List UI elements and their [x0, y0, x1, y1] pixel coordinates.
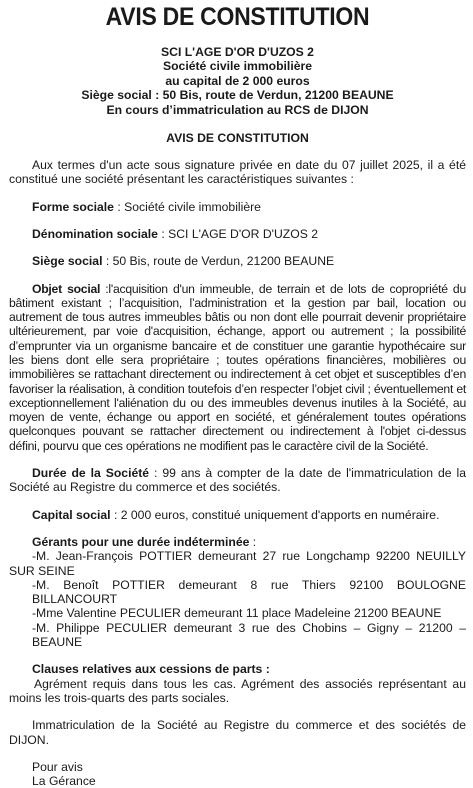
capital-social	[9, 508, 466, 522]
siege-value: : 50 Bis, route de Verdun, 21200 BEAUNE	[102, 254, 335, 269]
objet-label: Objet social	[32, 281, 101, 296]
clauses-label: Clauses relatives aux cessions de parts :	[32, 662, 270, 677]
objet-value: :l'acquisition d'un immeuble, de terrain et de lots de copropriété du bâtiment existant ; l’acquisition, l’administration et la gestion par bail, location ou autrement de tous autres immeubles bâtis ou non dont elle pourrait devenir propriétaire ultérieurement, par voie d'acquisition, échange, apport ou autrement ; la possibilité d’emprunter via un organisme bancaire et de constituer une garantie hypothécaire sur les biens dont elle sera propriétaire ; toutes opérations financières, mobilières ou immobilières se rattachant directement ou indirectement à cet objet et susceptibles d’en favoriser la réalisation, à condition toutefois d’en respecter l’objet civil ; éventuellement et exceptionnellement l'aliénation du ou des immeubles devenus inutiles à la Société, au moyen de vente, échange ou apport en société, et généralement toutes opérations quelconques pouvant se rattacher directement ou indirectement à l'objet ci-dessus défini, pourvu que ces opérations ne modifient pas le caractère civil de la Société.	[9, 281, 466, 453]
siege-label: Siège social	[32, 254, 103, 269]
closing	[9, 760, 466, 788]
capital-label: Capital social	[32, 507, 111, 522]
siege-social	[9, 254, 466, 268]
clauses-section	[9, 662, 466, 705]
gerant-item: -M. Benoît POTTIER demeurant 8 rue Thiers 92100 BOULOGNE BILLANCOURT	[32, 577, 466, 607]
duree-societe	[9, 466, 466, 495]
denomination-sociale	[9, 227, 466, 241]
closing-line: Pour avis	[32, 759, 83, 774]
notice-title: AVIS DE CONSTITUTION	[105, 3, 370, 31]
immatriculation-paragraph: Immatriculation de la Société au Registre du commerce et des sociétés de DIJON.	[9, 718, 466, 747]
company-name: SCI L'AGE D'OR D'UZOS 2	[161, 45, 314, 59]
denomination-label: Dénomination sociale	[32, 226, 158, 241]
clauses-value: Agrément requis dans tous les cas. Agrément des associés représentant au moins les trois-quarts des parts sociales.	[9, 676, 466, 705]
gerant-item: -Mme Valentine PECULIER demeurant 11 place Madeleine 21200 BEAUNE	[32, 606, 442, 621]
gerants-heading	[9, 535, 466, 549]
closing-signature: La Gérance	[32, 774, 96, 788]
gerants-section	[9, 535, 466, 649]
company-header	[9, 45, 466, 117]
forme-label: Forme sociale	[32, 199, 114, 214]
company-registration: En cours d’immatriculation au RCS de DIJON	[106, 102, 369, 117]
gerants-label: Gérants pour une durée indéterminée	[32, 534, 250, 549]
intro-paragraph: Aux termes d'un acte sous signature privée en date du 07 juillet 2025, il a été constitué une société présentant les caractéristiques suivantes :	[9, 158, 466, 187]
company-capital: au capital de 2 000 euros	[165, 73, 310, 88]
company-seat: Siège social : 50 Bis, route de Verdun, 21200 BEAUNE	[81, 88, 394, 103]
duree-label: Durée de la Société	[32, 466, 150, 481]
denomination-value: : SCI L'AGE D'OR D'UZOS 2	[157, 226, 319, 241]
objet-social	[9, 282, 466, 454]
notice-subtitle: AVIS DE CONSTITUTION	[166, 131, 309, 146]
gerant-item: -M. Philippe PECULIER demeurant 3 rue des Chobins – Gigny – 21200 – BEAUNE	[32, 620, 466, 650]
clauses-heading	[9, 662, 466, 676]
duree-value: : 99 ans à compter de la date de l'immatriculation de la Société au Registre du commerce et des sociétés.	[9, 466, 466, 495]
gerants-suffix: :	[249, 534, 257, 549]
forme-sociale	[9, 200, 466, 214]
gerant-item: -M. Jean-François POTTIER demeurant 27 rue Longchamp 92200 NEUILLY SUR SEINE	[9, 549, 466, 578]
forme-value: : Société civile immobilière	[113, 199, 261, 214]
company-form: Société civile immobilière	[162, 59, 313, 74]
capital-value: : 2 000 euros, constitué uniquement d'apports en numéraire.	[110, 507, 440, 522]
